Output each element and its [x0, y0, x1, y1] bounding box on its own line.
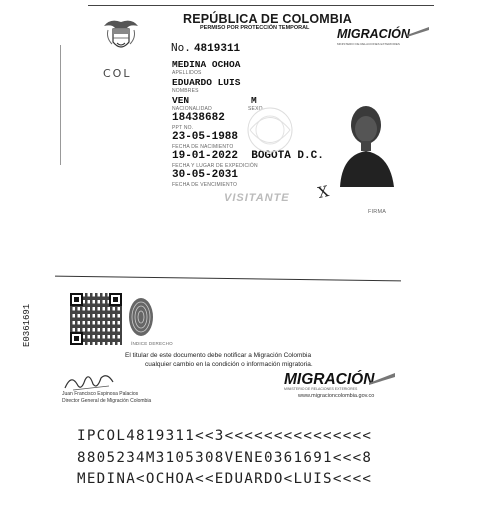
coat-of-arms-icon — [100, 14, 142, 56]
permit-number-row — [171, 41, 240, 55]
document-number-label: PPT NO. — [172, 125, 194, 131]
signature-label: FIRMA — [368, 209, 387, 215]
sex: M — [251, 95, 257, 106]
official-title: Director General de Migración Colombia — [62, 398, 152, 404]
given-names-label: NOMBRES — [172, 88, 199, 94]
expiry-date: 30-05-2031 — [172, 169, 239, 181]
watermark-visitante: VISITANTE — [224, 192, 290, 204]
country-title: REPÚBLICA DE COLOMBIA — [183, 12, 353, 26]
flag-stripe-icon-back — [369, 373, 395, 385]
notice-line-2: cualquier cambio en la condición o información migratoria. — [145, 361, 313, 368]
migracion-brand-tagline-back: MINISTERIO DE RELACIONES EXTERIORES — [284, 387, 358, 391]
official-name: Juan Francisco Espinosa Palacios — [62, 391, 139, 397]
surname-label: APELLIDOS — [172, 70, 202, 76]
nationality: VEN — [172, 95, 190, 106]
sex-label: SEXO — [248, 106, 263, 112]
issue-date-place: 19-01-2022 BOGOTA D.C. — [172, 150, 324, 162]
expiry-label: FECHA DE VENCIMIENTO — [172, 182, 238, 188]
website: www.migracioncolombia.gov.co — [298, 393, 375, 399]
permit-number: 4819311 — [193, 43, 241, 55]
permit-number-label: No. — [171, 41, 191, 54]
issue-label: FECHA Y LUGAR DE EXPEDICIÓN — [172, 163, 258, 169]
migracion-brand-tagline: MINISTERIO DE RELACIONES EXTERIORES — [337, 42, 400, 46]
mrz-block — [77, 426, 372, 491]
qr-finder-bottom-left — [70, 332, 83, 345]
front-card-left-edge — [60, 45, 61, 165]
vertical-document-code: E0361691 — [22, 303, 32, 347]
qr-finder-top-left — [70, 293, 83, 306]
flag-stripe-icon — [407, 27, 429, 37]
back-card-top-edge — [55, 276, 401, 282]
person-photo-icon — [332, 95, 398, 187]
front-card-top-edge — [88, 5, 434, 6]
mrz-line-3: MEDINA<OCHOA<<EDUARDO<LUIS<<<< — [77, 471, 373, 487]
migracion-brand-text-back: MIGRACIÓN — [284, 371, 375, 388]
surname: MEDINA OCHOA — [172, 59, 241, 70]
birth-date: 23-05-1988 — [172, 131, 239, 143]
qr-finder-top-right — [109, 293, 122, 306]
fingerprint-label: ÍNDICE DERECHO — [131, 341, 173, 346]
fingerprint-icon — [127, 296, 155, 338]
nationality-label: NACIONALIDAD — [172, 106, 212, 112]
holder-photo — [332, 95, 398, 187]
holder-signature: X — [316, 182, 331, 202]
given-names: EDUARDO LUIS — [172, 77, 241, 88]
permit-title: PERMISO POR PROTECCIÓN TEMPORAL — [200, 25, 310, 31]
qr-code — [70, 293, 122, 345]
document-number: 18438682 — [172, 112, 225, 124]
country-code: COL — [103, 67, 132, 80]
notice-line-1: El titular de este documento debe notificar a Migración Colombia — [125, 352, 312, 359]
birth-date-label: FECHA DE NACIMIENTO — [172, 144, 234, 150]
guilloche-pattern — [240, 100, 300, 160]
migracion-logo-front — [337, 25, 429, 45]
mrz-line-2: 8805234M3105308VENE0361691<<<8 — [77, 449, 373, 466]
migracion-brand-text: MIGRACIÓN — [337, 27, 410, 41]
mrz-line-1: IPCOL4819311<<3<<<<<<<<<<<<<<< — [77, 428, 373, 444]
